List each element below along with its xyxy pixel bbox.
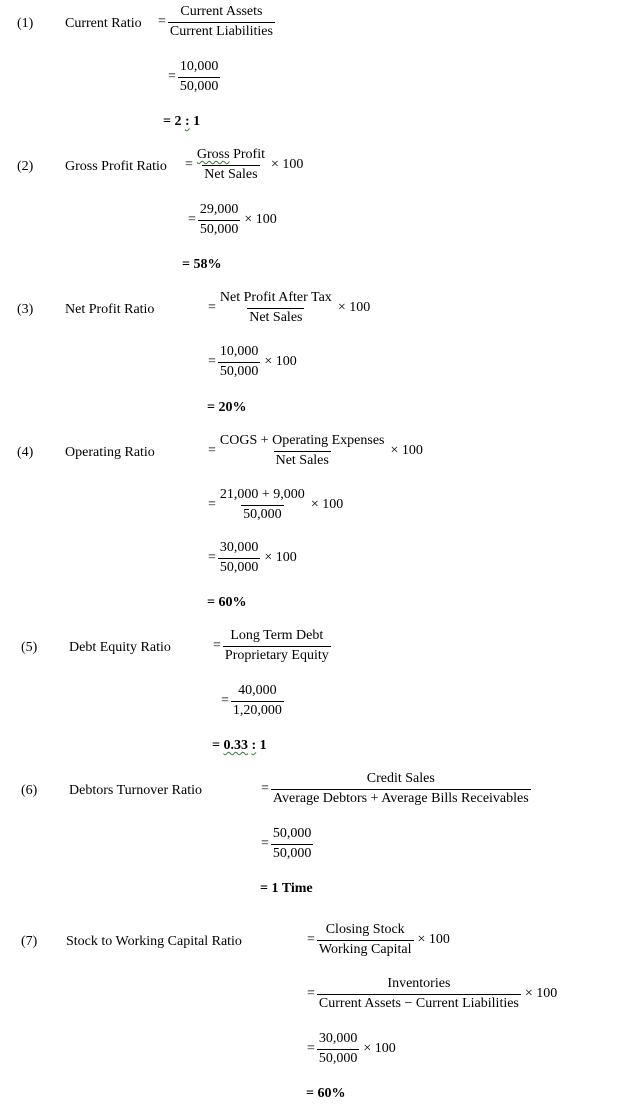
numerator-rest: Profit [229,147,265,162]
fraction [218,291,334,325]
numerator: Net Profit After Tax [219,290,332,305]
equals-sign: = [261,836,269,852]
result-value: 60% [218,595,247,610]
fraction [178,60,221,94]
numerator: Current Assets [180,4,263,19]
equals-sign: = [260,881,268,896]
equals-sign: = [208,354,216,370]
denominator: Current Assets − Current Liabilities [318,995,519,1011]
equals-sign: = [213,638,221,654]
multiplier: × 100 [310,497,344,513]
equals-sign: = [168,69,176,85]
equals-sign: = [208,443,216,459]
equals-sign: = [207,595,215,610]
fraction [271,772,531,806]
result-value: 58% [193,257,222,272]
equals-sign: = [158,14,166,30]
item-1-label: Current Ratio [65,16,142,31]
fraction [231,684,284,718]
numerator: Inventories [387,976,451,991]
fraction [198,203,241,237]
multiplier: × 100 [390,443,423,459]
item-6-label: Debtors Turnover Ratio [69,783,202,798]
result-value: 1 Time [271,881,313,896]
fraction [223,629,331,663]
numerator: 30,000 [219,540,259,555]
fraction [317,977,521,1011]
denominator: 50,000 [179,78,219,94]
multiplier: × 100 [363,1041,396,1057]
equals-sign: = [307,932,315,948]
fraction [218,434,387,468]
item-5-number: (5) [21,640,38,655]
numerator: Closing Stock [325,922,405,937]
item-4-formula [208,434,423,468]
denominator: Net Sales [249,309,303,325]
item-6-formula [261,772,531,806]
result-b: 1 [193,114,201,129]
denominator: Proprietary Equity [224,647,329,663]
numerator: 30,000 [318,1031,358,1046]
spellcheck-word: Gross [196,147,230,162]
item-3-formula [208,291,370,325]
denominator: Net Sales [204,166,258,182]
multiplier: × 100 [337,300,371,316]
fraction [218,488,307,522]
denominator: 1,20,000 [232,702,282,718]
item-7-step-2 [307,1032,396,1066]
item-4-result [207,596,246,610]
multiplier: × 100 [264,354,297,370]
denominator: Average Debtors + Average Bills Receivables [272,790,529,806]
item-1-formula [158,5,275,39]
numerator: COGS + Operating Expenses [219,433,385,448]
equals-sign: = [208,300,216,316]
numerator: 21,000 + 9,000 [219,487,305,502]
item-4-step-1 [208,488,343,522]
denominator: 50,000 [219,363,259,379]
denominator: Current Liabilities [169,23,273,39]
item-1-result [163,115,200,129]
denominator: 50,000 [219,559,259,575]
equals-sign: = [207,400,215,415]
item-2-number: (2) [17,159,34,174]
multiplier: × 100 [524,986,558,1002]
fraction [195,148,267,182]
result-colon: : [184,114,190,129]
equals-sign: = [208,550,216,566]
item-2-step-1 [188,203,277,237]
item-6-step-1 [261,827,313,861]
multiplier: × 100 [264,550,297,566]
item-3-label: Net Profit Ratio [65,302,155,317]
multiplier: × 100 [244,212,277,228]
item-7-label: Stock to Working Capital Ratio [66,934,242,949]
item-1-number: (1) [17,16,34,31]
equals-sign: = [261,781,269,797]
item-7-number: (7) [21,934,38,949]
numerator: 10,000 [219,344,259,359]
multiplier: × 100 [270,157,304,173]
item-2-formula [185,148,303,182]
item-2-label: Gross Profit Ratio [65,159,167,174]
numerator [195,148,267,165]
result-value: 60% [317,1086,346,1101]
numerator: 29,000 [199,202,239,217]
equals-sign: = [307,986,315,1002]
gross-word [197,147,265,162]
result-value: 20% [218,400,247,415]
item-6-number: (6) [21,783,38,798]
item-7-step-1 [307,977,557,1011]
equals-sign: = [221,693,229,709]
item-6-result [260,882,313,896]
item-4-step-2 [208,541,297,575]
denominator: Net Sales [275,452,329,468]
result-a: 2 [174,114,182,129]
item-4-label: Operating Ratio [65,445,155,460]
equals-sign: = [163,114,171,129]
numerator: Long Term Debt [230,628,324,643]
multiplier: × 100 [417,932,450,948]
result-colon: : [251,738,257,753]
equals-sign: = [208,497,216,513]
result-a: 0.33 [223,738,248,753]
denominator: Working Capital [318,941,412,957]
fraction [271,827,314,861]
fraction [317,1032,360,1066]
item-3-result [207,401,246,415]
item-7-formula [307,923,450,957]
item-2-result [182,258,221,272]
equals-sign: = [188,212,196,228]
item-5-label: Debt Equity Ratio [69,640,171,655]
item-4-number: (4) [17,445,34,460]
item-3-number: (3) [17,302,34,317]
item-5-result [212,739,267,753]
numerator: 40,000 [238,683,277,698]
numerator: 50,000 [272,826,312,841]
result-b: 1 [259,738,267,753]
item-1-step-1 [168,60,220,94]
equals-sign: = [182,257,190,272]
fraction [218,541,261,575]
denominator: 50,000 [243,506,282,522]
fraction [168,5,275,39]
equals-sign: = [306,1086,314,1101]
fraction [317,923,414,957]
item-3-step-1 [208,345,297,379]
fraction [218,345,261,379]
equals-sign: = [185,157,193,173]
item-5-step-1 [221,684,284,718]
equals-sign: = [212,738,220,753]
item-5-formula [213,629,331,663]
item-7-result [306,1087,345,1101]
denominator: 50,000 [318,1050,358,1066]
denominator: 50,000 [272,845,312,861]
numerator: 10,000 [179,59,219,74]
equals-sign: = [307,1041,315,1057]
denominator: 50,000 [199,221,239,237]
numerator: Credit Sales [366,771,435,786]
